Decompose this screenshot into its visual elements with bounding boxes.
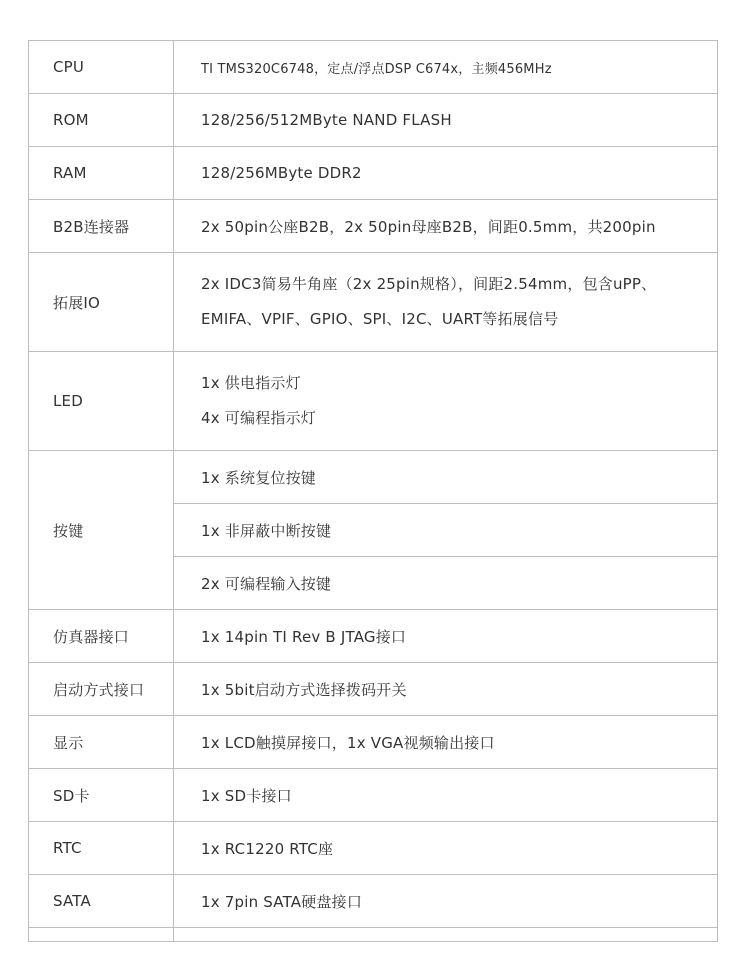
- table-row: [29, 663, 718, 716]
- row-value-key-input: 2x 可编程输入按键: [174, 557, 718, 610]
- row-value-sata: 1x 7pin SATA硬盘接口: [174, 875, 718, 928]
- row-label-cpu: CPU: [29, 41, 174, 94]
- table-row-partial: [29, 928, 718, 942]
- row-value-line: 2x IDC3简易牛角座（2x 25pin规格），间距2.54mm，包含uPP、: [201, 275, 657, 293]
- row-label-partial: [29, 928, 174, 942]
- row-value-cpu: TI TMS320C6748，定点/浮点DSP C674x，主频456MHz: [174, 41, 718, 94]
- row-label-sata: SATA: [29, 875, 174, 928]
- row-value-rtc: 1x RC1220 RTC座: [174, 822, 718, 875]
- table-row: [29, 253, 718, 352]
- row-value-io: [174, 253, 718, 352]
- table-row: [29, 94, 718, 147]
- table-row: [29, 451, 718, 504]
- table-row: [29, 610, 718, 663]
- row-label-rom: ROM: [29, 94, 174, 147]
- row-label-keys: 按键: [29, 451, 174, 610]
- table-row: [29, 769, 718, 822]
- row-label-jtag: 仿真器接口: [29, 610, 174, 663]
- row-value-key-reset: 1x 系统复位按键: [174, 451, 718, 504]
- row-value-line: 1x 供电指示灯: [201, 374, 301, 392]
- row-value-key-nmi: 1x 非屏蔽中断按键: [174, 504, 718, 557]
- table-row: [29, 352, 718, 451]
- row-label-led: LED: [29, 352, 174, 451]
- row-label-boot: 启动方式接口: [29, 663, 174, 716]
- table-row: [29, 41, 718, 94]
- spec-table: [28, 40, 718, 942]
- table-row: [29, 147, 718, 200]
- table-row: [29, 822, 718, 875]
- row-value-line: EMIFA、VPIF、GPIO、SPI、I2C、UART等拓展信号: [201, 310, 559, 328]
- row-label-io: 拓展IO: [29, 253, 174, 352]
- row-label-display: 显示: [29, 716, 174, 769]
- row-value-line: 4x 可编程指示灯: [201, 409, 316, 427]
- row-value-jtag: 1x 14pin TI Rev B JTAG接口: [174, 610, 718, 663]
- row-value-rom: 128/256/512MByte NAND FLASH: [174, 94, 718, 147]
- row-label-sd: SD卡: [29, 769, 174, 822]
- row-value-ram: 128/256MByte DDR2: [174, 147, 718, 200]
- row-value-sd: 1x SD卡接口: [174, 769, 718, 822]
- row-value-b2b: 2x 50pin公座B2B，2x 50pin母座B2B，间距0.5mm，共200pin: [174, 200, 718, 253]
- row-value-led: [174, 352, 718, 451]
- table-row: [29, 716, 718, 769]
- table-row: [29, 875, 718, 928]
- row-value-boot: 1x 5bit启动方式选择拨码开关: [174, 663, 718, 716]
- row-value-partial: [174, 928, 718, 942]
- row-label-rtc: RTC: [29, 822, 174, 875]
- table-row: [29, 200, 718, 253]
- row-label-b2b: B2B连接器: [29, 200, 174, 253]
- row-label-ram: RAM: [29, 147, 174, 200]
- row-value-display: 1x LCD触摸屏接口，1x VGA视频输出接口: [174, 716, 718, 769]
